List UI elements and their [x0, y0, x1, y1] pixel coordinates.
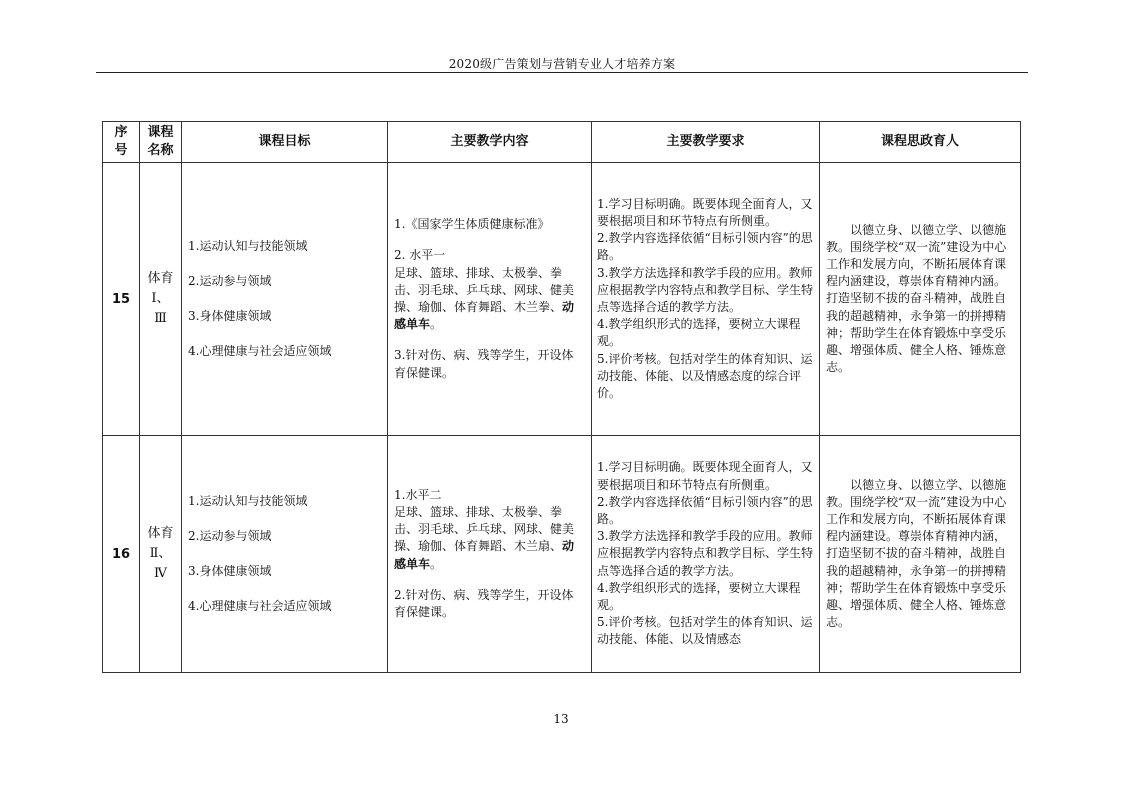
column-header-number-label: 序号	[114, 125, 128, 158]
course-goals	[182, 163, 388, 436]
content-item	[394, 504, 585, 573]
course-name-line: Ⅳ	[154, 566, 167, 581]
requirement-item: 5.评价考核。包括对学生的体育知识、运动技能、体能、以及情感态度的综合评价。	[597, 351, 813, 401]
table-row	[103, 436, 1021, 673]
column-header-course-goal: 课程目标	[182, 122, 388, 163]
document-header: 2020级广告策划与营销专业人才培养方案	[448, 57, 676, 71]
ideology-text: 以德立身、以德立学、以德施教。围绕学校“双一流”建设为中心工作和发展方向，不断拓展体育课程内涵建设。尊崇体育精神内涵，打造坚韧不拔的奋斗精神，战胜自我的超越精神，永争第一的拼搏精神；帮助学生在体育锻炼中享受乐趣、增强体质、健全人格、锤炼意志。	[826, 477, 1007, 630]
requirement-item: 2.教学内容选择依循“目标引领内容”的思路。	[597, 231, 813, 263]
goal-item: 2.运动参与领域	[188, 273, 272, 288]
requirement-item: 4.教学组织形式的选择，要树立大课程观。	[597, 317, 801, 349]
row-number: 15	[103, 163, 140, 436]
requirement-item: 3.教学方法选择和教学手段的应用。教师应根据教学内容特点和教学目标、学生特点等选择合适的教学方法。	[597, 265, 814, 314]
ideology-text: 以德立身、以德立学、以德施教。围绕学校“双一流”建设为中心工作和发展方向，不断拓展体育课程内涵建设，尊崇体育精神内涵。打造坚韧不拔的奋斗精神，战胜自我的超越精神，永争第一的拼搏精神；帮助学生在体育锻炼中享受乐趣、增强体质、健全人格、锤炼意志。	[826, 222, 1007, 375]
ideology-education	[820, 163, 1021, 436]
column-header-course-name-label: 课程名称	[147, 125, 174, 158]
curriculum-table	[102, 121, 1021, 673]
page-number: 13	[553, 712, 569, 726]
goal-item: 2.运动参与领域	[188, 528, 272, 543]
column-header-teaching-requirements: 主要教学要求	[592, 122, 820, 163]
requirement-item: 5.评价考核。包括对学生的体育知识、运动技能、体能、以及情感态	[597, 615, 813, 647]
content-bold-item: 动感单车	[394, 539, 575, 571]
content-item: 3.针对伤、病、残等学生，开设体育保健课。	[394, 348, 574, 380]
requirement-item: 4.教学组织形式的选择，要树立大课程观。	[597, 580, 801, 612]
teaching-content	[388, 436, 592, 673]
course-goals	[182, 436, 388, 673]
course-name-line: 体育	[147, 271, 174, 286]
course-name	[140, 436, 182, 673]
goal-item: 1.运动认知与技能领域	[188, 238, 308, 253]
table-row	[103, 163, 1021, 436]
teaching-requirements	[592, 436, 820, 673]
column-header-teaching-content: 主要教学内容	[388, 122, 592, 163]
course-name	[140, 163, 182, 436]
course-name-line: 体育	[147, 526, 174, 541]
goal-item: 1.运动认知与技能领域	[188, 493, 308, 508]
content-bold-item: 动感单车	[394, 300, 575, 332]
content-level-title: 2. 水平一	[394, 248, 446, 263]
header-rule	[96, 72, 1028, 73]
column-header-course-name	[140, 122, 182, 163]
requirement-item: 3.教学方法选择和教学手段的应用。教师应根据教学内容特点和教学目标、学生特点等选择合适的教学方法。	[597, 529, 814, 578]
column-header-number	[103, 122, 140, 163]
content-level-title: 1.水平二	[394, 487, 442, 502]
row-number: 16	[103, 436, 140, 673]
ideology-education	[820, 436, 1021, 673]
content-sports-list: 足球、篮球、排球、太极拳、拳击、羽毛球、乒乓球、网球、健美操、瑜伽、体育舞蹈、木兰扇、	[394, 504, 575, 554]
goal-item: 4.心理健康与社会适应领域	[188, 344, 332, 359]
course-name-line: Ⅰ、	[151, 291, 170, 306]
teaching-requirements	[592, 163, 820, 436]
content-punctuation: 。	[430, 556, 443, 571]
requirement-item: 1.学习目标明确。既要体现全面育人，又要根据项目和环节特点有所侧重。	[597, 196, 813, 228]
content-item: 1.《国家学生体质健康标准》	[394, 217, 550, 232]
content-item	[394, 265, 585, 334]
goal-item: 4.心理健康与社会适应领域	[188, 599, 332, 614]
column-header-ideology: 课程思政育人	[820, 122, 1021, 163]
requirement-item: 1.学习目标明确。既要体现全面育人，又要根据项目和环节特点有所侧重。	[597, 460, 813, 492]
content-punctuation: 。	[430, 317, 443, 332]
requirement-item: 2.教学内容选择依循“目标引领内容”的思路。	[597, 494, 813, 526]
course-name-line: Ⅱ、	[149, 546, 172, 561]
course-name-line: Ⅲ	[154, 311, 167, 326]
teaching-content	[388, 163, 592, 436]
table-header-row	[103, 122, 1021, 163]
goal-item: 3.身体健康领域	[188, 309, 272, 323]
content-sports-list: 足球、篮球、排球、太极拳、拳击、羽毛球、乒乓球、网球、健美操、瑜伽、体育舞蹈、木兰拳、	[394, 265, 575, 314]
content-item: 2.针对伤、病、残等学生，开设体育保健课。	[394, 587, 574, 619]
goal-item: 3.身体健康领域	[188, 564, 272, 578]
